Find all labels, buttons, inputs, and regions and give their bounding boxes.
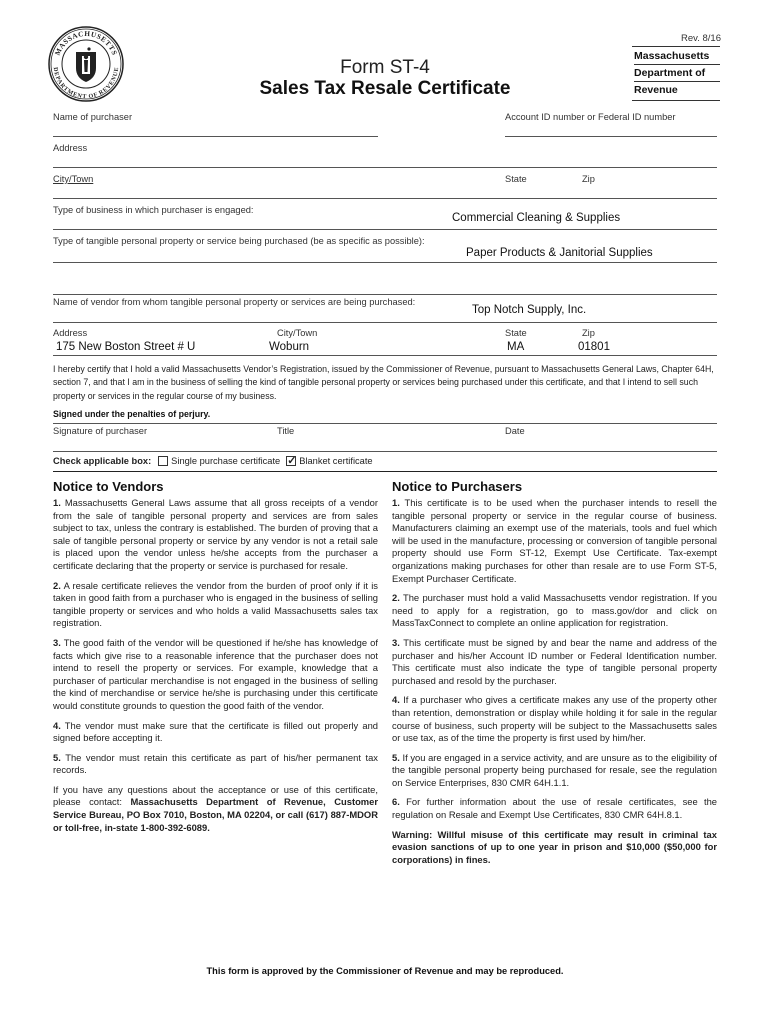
check-mark-icon: ✓: [287, 455, 297, 467]
revision-date: Rev. 8/16: [681, 33, 721, 44]
vendor-address-field[interactable]: [53, 355, 717, 356]
vendor-state-label: State: [505, 328, 527, 338]
purchasers-notice-body: [392, 497, 717, 873]
certification-text: I hereby certify that I hold a valid Massachusetts Vendor’s Registration, issued by the Commissioner of Revenue, pursuant to Massachusetts General Laws, Chapter 64H, section 7, and that I am in the business of selling the kind of tangible personal property or services being purchased under this certificate, and that I intend to sell such property or services in the regular course of my business.: [53, 364, 714, 401]
seal-text-top: MASSACHUSETTS: [53, 29, 119, 57]
purchaser-city-label: City/Town: [53, 174, 94, 184]
signature-field[interactable]: [53, 451, 717, 452]
vendor-state-value[interactable]: MA: [507, 341, 525, 353]
vendor-notice-item: 5. The vendor must retain this certificate as part of his/her permanent tax records.: [53, 751, 378, 776]
vendor-questions: If you have any questions about the acceptance or use of this certificate, please contact: Massachusetts Department of Revenue, Customer Service Bureau, PO Box 7010, Boston, MA 02204, or call (617) 887-MDOR or toll-free, in-state 1-800-392-6089.: [53, 783, 378, 833]
vendors-notice-body: [53, 497, 378, 841]
purchaser-notice-item: 1. This certificate is to be used when the purchaser intends to resell the tangible personal property or service in the regular course of business. Manufacturers claiming an exempt use of the materials, tools and fuel which will be used in the manufacture, processing or conversion of tangible personal property should use Form ST-12, Exempt Use Certificate. Tax-exempt organizations making purchases for other than resale are to use Form ST-5, Exempt Purchaser Certificate.: [392, 497, 717, 584]
vendor-notice-item: 2. A resale certificate relieves the vendor from the burden of proof only if it is taken in good faith from a purchaser who is engaged in the business of selling tangible property or services and who holds a valid Massachusetts sales tax registration.: [53, 579, 378, 629]
agency-line-2: Department of: [634, 65, 720, 82]
business-type-field[interactable]: [53, 229, 717, 230]
purchaser-address-label: Address: [53, 143, 88, 153]
single-purchase-checkbox[interactable]: [158, 456, 168, 466]
vendor-notice-item: 3. The good faith of the vendor will be questioned if he/she has knowledge of facts which give rise to a reasonable inference that the purchaser does not intend to resell the property or services. For example, knowledge that a purchaser of particular merchandise is not engaged in the business of selling the kind of merchandise or service he/she is purchasing under this certificate would constitute grounds to question the good faith of the vendor.: [53, 636, 378, 711]
business-type-value[interactable]: Commercial Cleaning & Supplies: [452, 212, 621, 224]
vendors-notice-title: Notice to Vendors: [53, 479, 164, 494]
purchaser-zip-label: Zip: [582, 174, 595, 184]
date-label: Date: [505, 426, 525, 436]
single-purchase-label: Single purchase certificate: [171, 456, 281, 466]
purchaser-notice-item: 5. If you are engaged in a service activity, and are unsure as to the eligibility of the tangible personal property being purchased for resale, see the regulation on Service Enterprises, 830 CMR 64H.1.1.: [392, 751, 717, 788]
account-id-label: Account ID number or Federal ID number: [505, 112, 676, 122]
vendor-zip-value[interactable]: 01801: [578, 341, 610, 353]
vendor-address-value[interactable]: 175 New Boston Street # U: [56, 341, 196, 353]
purchaser-notice-item: 3. This certificate must be signed by and bear the name and address of the purchaser and his/her Account ID number or Federal Identification number. This certificate must also indicate the type of tangible personal property purchased and resold by the purchaser.: [392, 636, 717, 686]
account-id-field[interactable]: [505, 136, 717, 137]
check-applicable-row: [53, 456, 373, 466]
business-type-label: [53, 205, 254, 215]
business-type-label-text: Type of business in which purchaser is engaged:: [53, 205, 254, 215]
form-number: Form ST-4: [340, 57, 430, 78]
vendor-city-label: City/Town: [277, 328, 318, 338]
purchaser-notice-item: 6. For further information about the use of resale certificates, see the regulation on Resale and Exempt Use Certificates, 830 CMR 64H.8.1.: [392, 796, 718, 821]
purchaser-notice-item: 4. If a purchaser who gives a certificate makes any use of the property other than retention, demonstration or display while holding it for sale in the regular course of business, such property will be subject to the Massachusetts sales or use tax, as of the time the property is first used by him/her.: [392, 694, 718, 744]
vendor-name-value[interactable]: Top Notch Supply, Inc.: [472, 304, 587, 316]
signature-top-rule: [53, 423, 717, 424]
property-type-field-2[interactable]: [53, 294, 717, 295]
agency-line-3: Revenue: [634, 84, 678, 96]
vendor-zip-label: Zip: [582, 328, 595, 338]
purchaser-warning: Warning: Willful misuse of this certificate may result in criminal tax evasion sanctions of up to one year in prison and $10,000 ($50,000 for corporations) in fines.: [392, 828, 717, 865]
signed-penalties-label: Signed under the penalties of perjury.: [53, 409, 211, 419]
agency-line-1: Massachusetts: [634, 48, 720, 65]
title-label: Title: [277, 426, 295, 436]
footer-note: This form is approved by the Commissioner of Revenue and may be reproduced.: [206, 966, 564, 976]
vendor-notice-item: 1. Massachusetts General Laws assume that all gross receipts of a vendor from the sale of tangible personal property and services are from sales subject to tax, unless the contrary is established. The burden of proving that a sale of tangible personal property or service by any vendor is not a retail sale is placed upon the vendor unless he/she accepts from the purchaser a certificate declaring that the property or service is purchased for resale.: [53, 497, 378, 571]
vendor-notice-item: 4. The vendor must make sure that the certificate is filled out properly and signed before accepting it.: [53, 719, 379, 744]
purchasers-notice-title: Notice to Purchasers: [392, 479, 523, 494]
purchaser-city-field[interactable]: [53, 198, 717, 199]
vendor-name-field[interactable]: [53, 322, 717, 323]
purchaser-address-field[interactable]: [53, 167, 717, 168]
property-type-label: Type of tangible personal property or service being purchased (be as specific as possible):: [53, 236, 425, 246]
property-type-value[interactable]: Paper Products & Janitorial Supplies: [466, 247, 653, 259]
purchaser-name-label: Name of purchaser: [53, 112, 133, 122]
vendor-name-label: Name of vendor from whom tangible personal property or services are being purchased:: [53, 297, 416, 307]
seal-text-bottom: DEPARTMENT OF REVENUE: [51, 66, 121, 101]
blanket-certificate-label: Blanket certificate: [299, 456, 373, 466]
vendor-city-value[interactable]: Woburn: [269, 341, 310, 353]
purchaser-notice-item: 2. The purchaser must hold a valid Massachusetts vendor registration. If you need to apply for a registration, go to mass.gov/dor and click on MassTaxConnect to complete an online application for registration.: [392, 592, 718, 629]
section-divider: [53, 471, 717, 472]
purchaser-state-label: State: [505, 174, 527, 184]
vendor-address-label: Address: [53, 328, 88, 338]
form-title: Sales Tax Resale Certificate: [259, 78, 511, 99]
check-applicable-label: Check applicable box:: [53, 456, 152, 466]
property-type-field[interactable]: [53, 262, 717, 263]
purchaser-name-field[interactable]: [53, 136, 378, 137]
signature-label: Signature of purchaser: [53, 426, 148, 436]
blanket-certificate-checkbox[interactable]: [286, 456, 296, 466]
